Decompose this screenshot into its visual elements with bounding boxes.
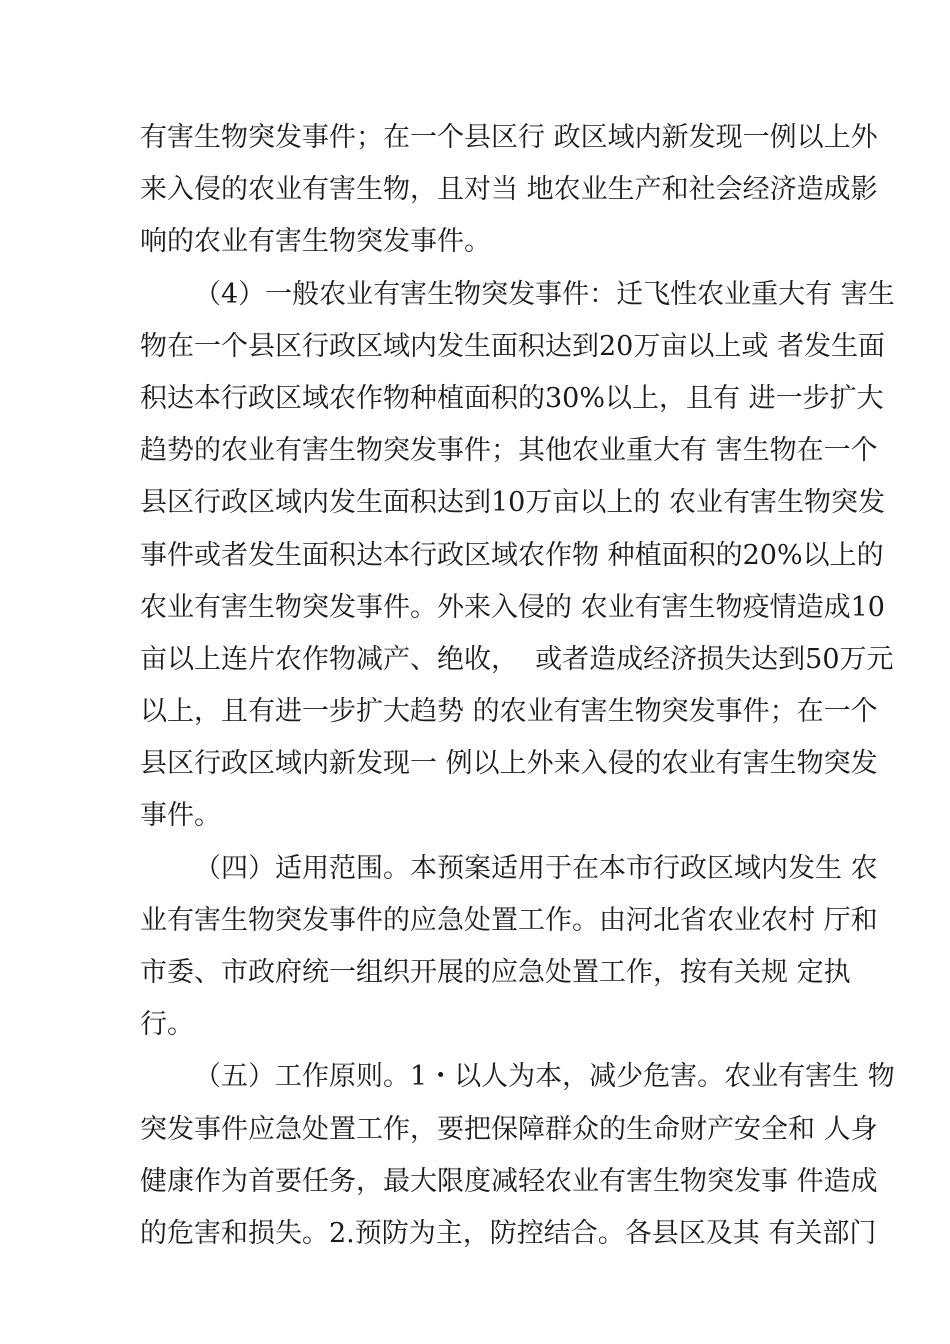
text-line: 业有害生物突发事件的应急处置工作。由河北省农业农村 厅和 [140,904,878,936]
text-line: 县区行政区域内新发现一 例以上外来入侵的农业有害生物突发 [140,748,878,780]
text-line: 县区行政区域内发生面积达到10万亩以上的 农业有害生物突发 [140,487,885,519]
text-line: 趋势的农业有害生物突发事件；其他农业重大有 害生物在一个 [140,435,878,467]
text-line: 响的农业有害生物突发事件。 [140,226,491,258]
text-line: 的危害和损失。2.预防为主，防控结合。各县区及其 有关部门 [140,1217,877,1249]
text-line: 来入侵的农业有害生物，且对当 地农业生产和社会经济造成影 [140,174,878,206]
text-line: 突发事件应急处置工作，要把保障群众的生命财产安全和 人身 [140,1113,878,1145]
text-line: 市委、市政府统一组织开展的应急处置工作，按有关规 定执 [140,957,851,988]
text-line: 以上，且有进一步扩大趋势 的农业有害生物突发事件；在一个 [140,696,878,728]
text-line: 事件。 [140,800,221,832]
text-line: 健康作为首要任务，最大限度减轻农业有害生物突发事 件造成 [140,1165,878,1197]
text-line: 积达本行政区域农作物种植面积的30%以上，且有 进一步扩大 [140,382,884,414]
text-line: （4）一般农业有害生物突发事件：迁飞性农业重大有 害生 [194,278,895,310]
text-line: 行。 [140,1009,194,1041]
document-body [140,112,895,1260]
text-line: 事件或者发生面积达本行政区域农作物 种植面积的20%以上的 [140,539,884,571]
text-line: 农业有害生物突发事件。外来入侵的 农业有害生物疫情造成10 [140,591,885,623]
text-line: 有害生物突发事件；在一个县区行 政区域内新发现一例以上外 [140,122,878,153]
text-line: （五）工作原则。1・以人为本，减少危害。农业有害生 物 [194,1061,895,1093]
text-line: 亩以上连片农作物减产、绝收， 或者造成经济损失达到50万元 [140,643,894,675]
text-line: 物在一个县区行政区域内发生面积达到20万亩以上或 者发生面 [140,330,885,362]
text-line: （四）适用范围。本预案适用于在本市行政区域内发生 农 [194,852,878,884]
